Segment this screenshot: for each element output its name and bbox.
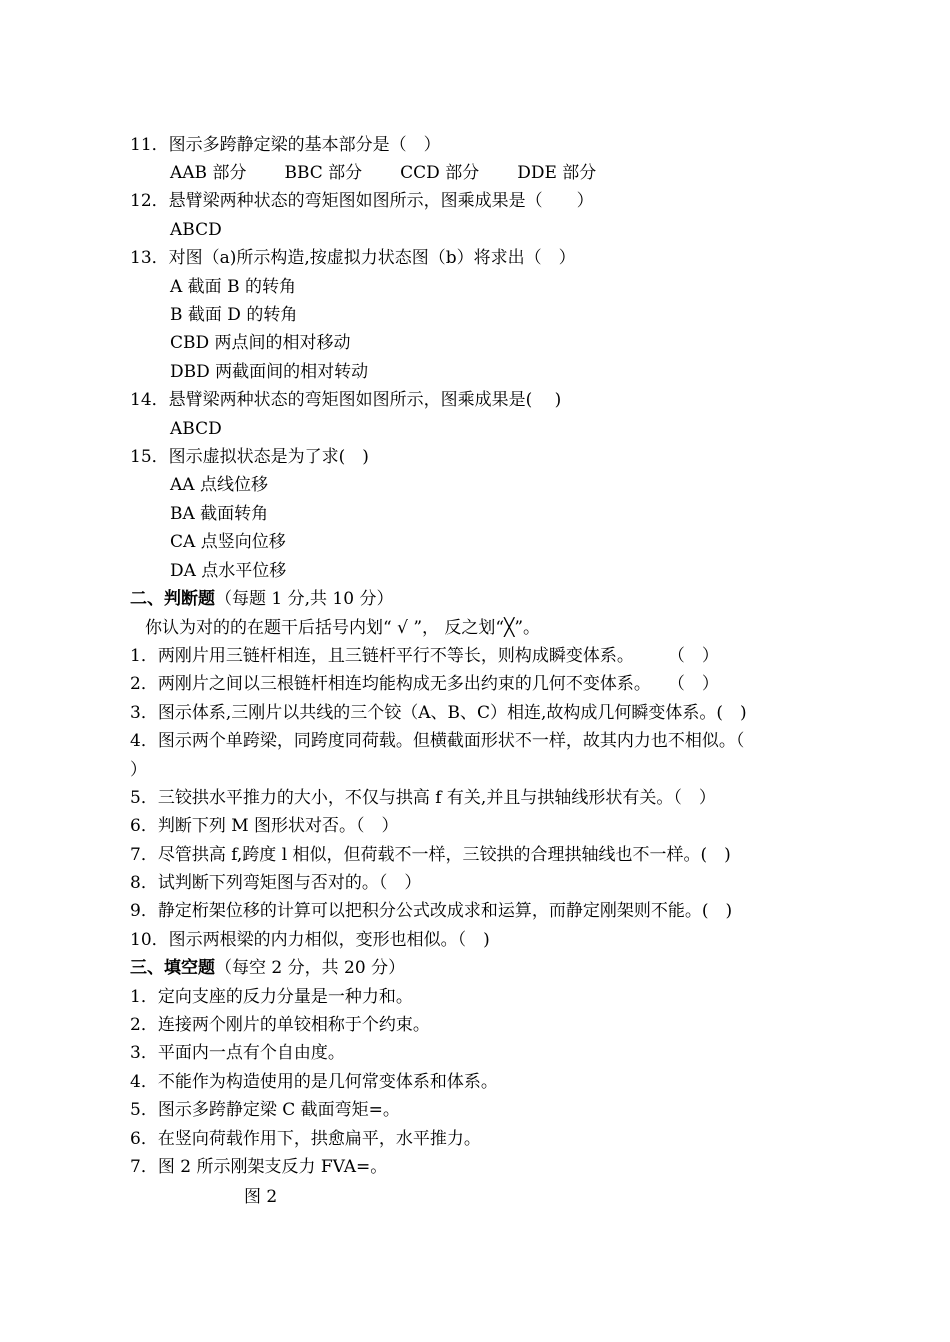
question-13-option-a: A 截面 B 的转角 [170,277,296,297]
fill-7: 7．图 2 所示刚架支反力 FVA=。 [130,1157,388,1177]
question-13-option-b: B 截面 D 的转角 [170,305,298,325]
fill-3: 3．平面内一点有个自由度。 [130,1043,345,1063]
question-11: 11．图示多跨静定梁的基本部分是（ ） [130,135,441,155]
question-13-option-d: DBD 两截面间的相对转动 [170,362,369,382]
section-instructions: 你认为对的的在题干后括号内划“ √ ”， 反之划“╳”。 [145,618,541,638]
question-13: 13．对图（a)所示构造,按虚拟力状态图（b）将求出（ ） [130,248,576,268]
section-scoring-note: （每题 1 分,共 10 分） [215,589,394,609]
judgment-6: 6．判断下列 M 图形状对否。（ ） [130,816,399,836]
judgment-4: 4．图示两个单跨梁，同跨度同荷载。但横截面形状不一样，故其内力也不相似。（ [130,731,745,751]
judgment-7: 7．尽管拱高 f,跨度 l 相似，但荷载不一样，三铰拱的合理拱轴线也不一样。( ) [130,845,731,865]
figure-caption: 图 2 [244,1187,278,1207]
question-15-option-d: DA 点水平位移 [170,561,287,581]
question-12-options: ABCD [170,220,222,240]
section-title: 二、判断题 [130,589,215,609]
question-15-option-a: AA 点线位移 [170,475,268,495]
judgment-10: 10．图示两根梁的内力相似，变形也相似。（ ) [130,930,490,950]
section-title: 三、填空题 [130,958,215,978]
fill-2: 2．连接两个刚片的单铰相称于个约束。 [130,1015,430,1035]
judgment-1: 1．两刚片用三链杆相连，且三链杆平行不等长，则构成瞬变体系。 （ ） [130,646,719,666]
judgment-8: 8．试判断下列弯矩图与否对的。（ ） [130,873,422,893]
section-heading-judgment [130,588,393,610]
question-14-options: ABCD [170,419,222,439]
option-a: AAB 部分 [170,163,247,183]
option-b: BBC 部分 [284,163,363,183]
question-11-options [170,162,634,184]
judgment-4-continued: ） [130,760,147,780]
question-13-option-c: CBD 两点间的相对移动 [170,333,351,353]
fill-6: 6．在竖向荷载作用下，拱愈扁平，水平推力。 [130,1129,481,1149]
fill-1: 1．定向支座的反力分量是一种力和。 [130,987,413,1007]
question-15: 15．图示虚拟状态是为了求( ) [130,447,369,467]
section-scoring-note: （每空 2 分，共 20 分） [215,958,406,978]
section-heading-fill-in [130,957,405,979]
judgment-2: 2．两刚片之间以三根链杆相连均能构成无多出约束的几何不变体系。 （ ） [130,674,719,694]
question-14: 14．悬臂梁两种状态的弯矩图如图所示，图乘成果是( ) [130,390,562,410]
option-d: DDE 部分 [517,163,597,183]
fill-5: 5．图示多跨静定梁 C 截面弯矩=。 [130,1100,400,1120]
question-15-option-b: BA 截面转角 [170,504,269,524]
fill-4: 4．不能作为构造使用的是几何常变体系和体系。 [130,1072,498,1092]
judgment-5: 5．三铰拱水平推力的大小，不仅与拱高 f 有关,并且与拱轴线形状有关。（ ） [130,788,716,808]
question-15-option-c: CA 点竖向位移 [170,532,286,552]
option-c: CCD 部分 [400,163,480,183]
judgment-3: 3．图示体系,三刚片以共线的三个铰（A、B、C）相连,故构成几何瞬变体系。( ) [130,703,747,723]
judgment-9: 9．静定桁架位移的计算可以把积分公式改成求和运算，而静定刚架则不能。( ) [130,901,733,921]
question-12: 12．悬臂梁两种状态的弯矩图如图所示，图乘成果是（ ） [130,191,594,211]
